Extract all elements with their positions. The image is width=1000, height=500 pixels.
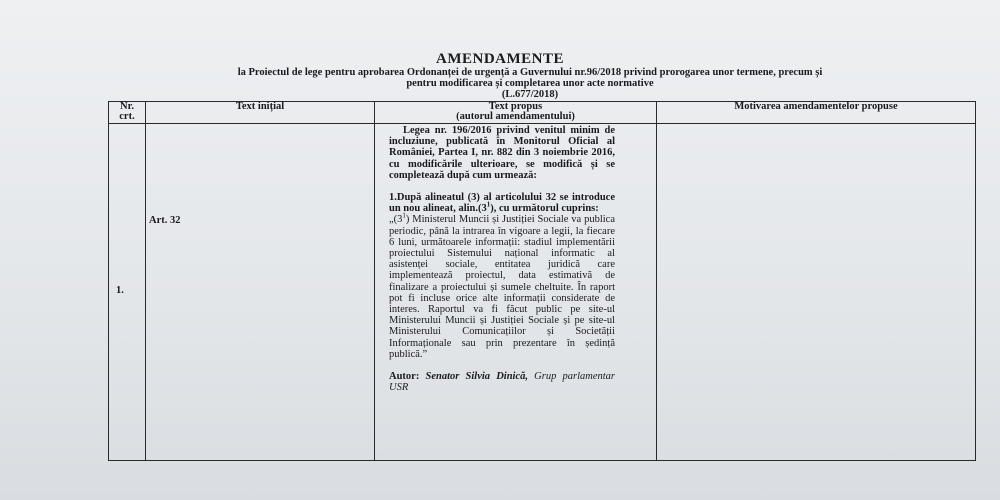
header-nr-line2: crt. [119,111,135,122]
amendment-quote-b: ) Ministerul Muncii și Justiției Sociale va publica periodic, până la intrarea în vigoare a legii, la fiecare 6 luni, următoarele informații: stadiul implementării proiectului Sistemului național informatic al asistenței sociale, entitatea juridică care implementează proiectul, data estimativă de finalizare a proiectului și sumele cheltuite. În raport pot fi incluse orice alte informații considerate de interes. Raportul va fi făcut public pe site-ul Ministerului Muncii și Justiției Sociale și pe site-ul Ministerului Comunicațiilor și Societății Informaționale sau prin prezentare în ședință publică.” [389,214,615,360]
header-nr-crt [109,102,145,122]
subtitle-line-1: la Proiectul de lege pentru aprobarea Ordonanței de urgență a Guvernului nr.96/2018 privind prorogarea unor termene, precum și [237,67,823,78]
subtitle-line-3: (L.677/2018) [501,89,559,100]
amendment-point-b: ), cu următorul cuprins: [490,203,599,215]
amendment-author [389,371,615,393]
document-title: AMENDAMENTE [436,51,564,67]
row-number: 1. [116,285,124,296]
header-proposed-line1: Text propus [488,101,543,112]
amendment-quote-a: „(3 [389,214,403,226]
subtitle-line-2: pentru modificarea și completarea unor acte normative [406,78,654,89]
author-group: Grup parlamentar USR [389,371,615,394]
author-label: Autor: [389,371,426,383]
header-proposed-line2: (autorul amendamentului) [456,111,575,122]
header-divider [109,123,975,124]
initial-text-cell: Art. 32 [149,215,181,226]
column-divider-1 [145,102,146,460]
header-proposed-text [375,102,656,122]
proposed-text-cell [389,125,615,393]
document-subtitle [100,67,960,100]
amendment-point [389,192,615,214]
header-motivation: Motivarea amendamentelor propuse [734,101,898,112]
amendment-quote [389,211,615,360]
author-name: Senator Silvia Dinică, [425,371,528,383]
amendment-point-sup: 1 [486,200,491,209]
header-nr-line1: Nr. [120,101,134,112]
column-divider-2 [374,102,375,460]
amendment-quote-sup: 1 [402,211,406,220]
header-initial-text: Text inițial [235,101,285,112]
amendments-table [108,101,976,461]
amendment-point-a: 1.După alineatul (3) al articolului 32 se introduce un nou alineat, alin.(3 [389,192,615,215]
amendment-intro: Legea nr. 196/2016 privind venitul minim de incluziune, publicată în Monitorul Oficial al României, Partea I, nr. 882 din 3 noiembrie 2016, cu modificările ulterioare, se modifică și se completează după cum urmează: [389,125,615,181]
column-divider-3 [656,102,657,460]
